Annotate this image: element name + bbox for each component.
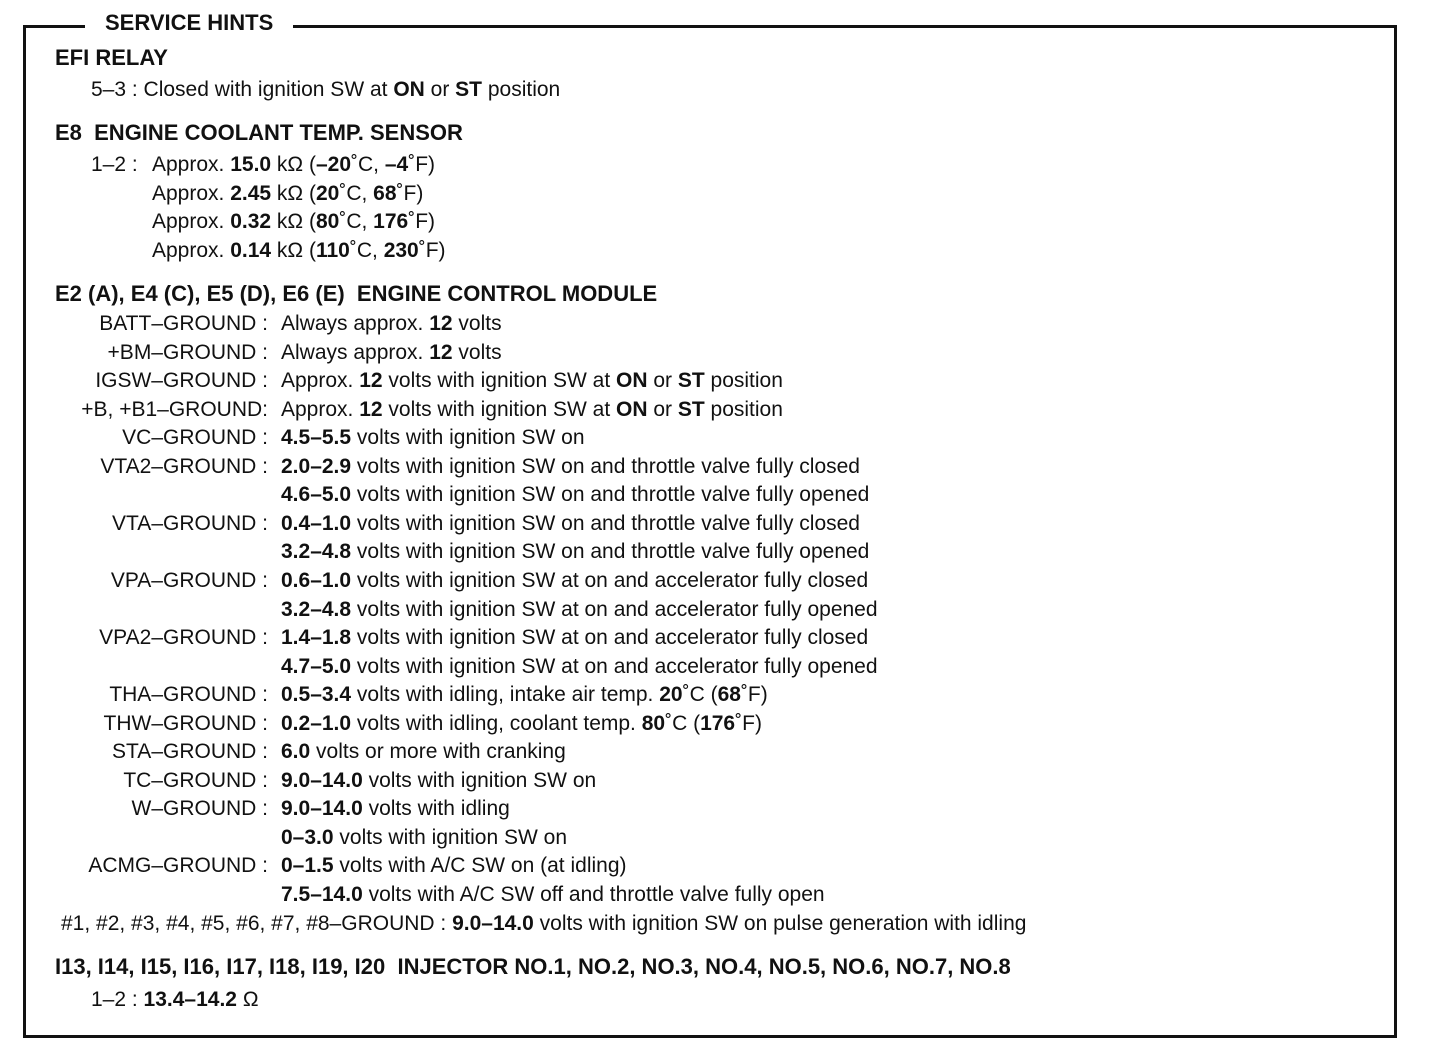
ecm-terminal-label: VTA2–GROUND :: [100, 454, 268, 478]
ecm-terminal-spec: Approx. 12 volts with ignition SW at ON or ST position: [281, 397, 783, 421]
ecm-terminal-label: BATT–GROUND :: [99, 312, 268, 335]
ecm-terminal-label: STA–GROUND :: [112, 740, 268, 764]
ecm-terminal-spec: Always approx. 12 volts: [281, 312, 502, 335]
ecm-terminal-spec: 0.2–1.0 volts with idling, coolant temp. 80˚C (176˚F): [281, 711, 762, 735]
ecm-terminal-label: VTA–GROUND :: [112, 511, 268, 535]
ecm-terminal-label: THW–GROUND :: [103, 711, 268, 735]
e8-spec-row: Approx. 15.0 kΩ (–20˚C, –4˚F): [152, 153, 436, 176]
ecm-terminal-spec: 7.5–14.0 volts with A/C SW off and throttle valve fully open: [281, 883, 825, 906]
ecm-terminal-spec: 3.2–4.8 volts with ignition SW at on and accelerator fully opened: [281, 597, 878, 621]
e8-spec-row: Approx. 0.32 kΩ (80˚C, 176˚F): [152, 210, 436, 233]
ecm-terminal-label: VC–GROUND :: [122, 426, 268, 450]
ecm-terminal-label: THA–GROUND :: [109, 683, 268, 707]
ecm-terminal-spec: 3.2–4.8 volts with ignition SW on and throttle valve fully opened: [281, 540, 870, 564]
ecm-terminal-label: +BM–GROUND :: [107, 340, 268, 364]
ecm-terminal-spec: 4.5–5.5 volts with ignition SW on: [281, 426, 585, 450]
e8-prefix: 1–2 :: [91, 153, 144, 176]
efi-relay-heading: EFI RELAY: [55, 45, 168, 70]
ecm-terminal-spec: 0–3.0 volts with ignition SW on: [281, 825, 567, 849]
ecm-terminal-spec: 4.7–5.0 volts with ignition SW at on and accelerator fully opened: [281, 654, 878, 678]
ecm-heading: E2 (A), E4 (C), E5 (D), E6 (E) ENGINE CONTROL MODULE: [55, 281, 658, 306]
ecm-terminal-label: VPA2–GROUND :: [99, 626, 268, 650]
e8-spec-row: Approx. 2.45 kΩ (20˚C, 68˚F): [152, 181, 424, 205]
injector-resistance-spec: 1–2 : 13.4–14.2 Ω: [91, 988, 259, 1011]
ecm-terminal-label: ACMG–GROUND :: [88, 854, 268, 878]
ecm-terminal-spec: 0.4–1.0 volts with ignition SW on and throttle valve fully closed: [281, 511, 860, 535]
e8-spec-row: Approx. 0.14 kΩ (110˚C, 230˚F): [152, 238, 446, 262]
injector-heading: I13, I14, I15, I16, I17, I18, I19, I20 INJECTOR NO.1, NO.2, NO.3, NO.4, NO.5, NO.6, NO.7, NO.8: [55, 954, 1011, 979]
ecm-terminal-label: TC–GROUND :: [123, 768, 268, 792]
efi-relay-spec: 5–3 : Closed with ignition SW at ON or ST position: [91, 78, 561, 101]
ecm-terminal-label: VPA–GROUND :: [110, 568, 268, 592]
ecm-terminal-spec: 6.0 volts or more with cranking: [281, 740, 566, 764]
ecm-terminal-spec: 9.0–14.0 volts with ignition SW on: [281, 768, 597, 792]
ecm-terminal-spec: 4.6–5.0 volts with ignition SW on and throttle valve fully opened: [281, 483, 870, 507]
ecm-terminal-spec: 0.6–1.0 volts with ignition SW at on and accelerator fully closed: [281, 568, 869, 592]
ecm-terminal-label: +B, +B1–GROUND:: [81, 397, 268, 421]
ecm-terminal-spec: Always approx. 12 volts: [281, 340, 502, 364]
ecm-terminal-spec: 0.5–3.4 volts with idling, intake air temp. 20˚C (68˚F): [281, 683, 768, 707]
ecm-terminal-spec: 9.0–14.0 volts with idling: [281, 797, 510, 821]
ecm-terminal-spec: 2.0–2.9 volts with ignition SW on and throttle valve fully closed: [281, 454, 860, 478]
ecm-terminal-label: IGSW–GROUND :: [95, 369, 268, 393]
section-title: SERVICE HINTS: [85, 8, 293, 38]
injector-ground-spec: #1, #2, #3, #4, #5, #6, #7, #8–GROUND : 9.0–14.0 volts with ignition SW on pulse generation with idling: [61, 912, 1027, 935]
ecm-terminal-spec: 0–1.5 volts with A/C SW on (at idling): [281, 854, 627, 878]
ecm-terminal-label: W–GROUND :: [131, 797, 268, 821]
e8-heading: E8 ENGINE COOLANT TEMP. SENSOR: [55, 120, 463, 145]
ecm-terminal-spec: Approx. 12 volts with ignition SW at ON or ST position: [281, 369, 783, 393]
ecm-terminal-spec: 1.4–1.8 volts with ignition SW at on and accelerator fully closed: [281, 626, 869, 650]
